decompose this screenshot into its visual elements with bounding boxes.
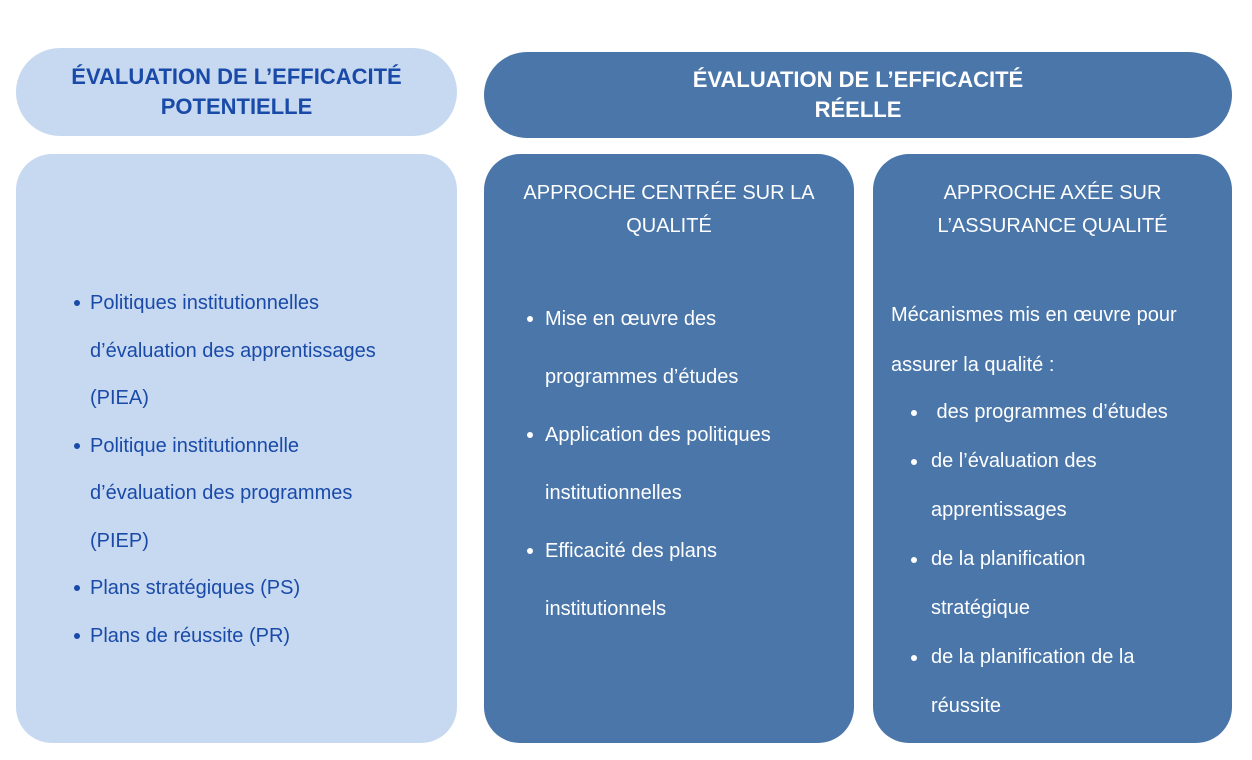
list-item-text: d’évaluation des apprentissages	[90, 339, 376, 362]
list-item-text: de l’évaluation des	[931, 450, 1097, 472]
list-item	[74, 613, 454, 661]
list-item-text: (PIEA)	[90, 387, 149, 409]
list-item-text: d’évaluation des programmes	[90, 482, 353, 504]
list-item-text: Politiques institutionnelles	[90, 292, 320, 314]
list-item	[911, 437, 1221, 535]
bullet-icon	[911, 655, 917, 661]
list-item	[74, 280, 454, 423]
panel-title-line2: L’ASSURANCE QUALITÉ	[937, 215, 1168, 237]
bullet-icon	[527, 316, 533, 322]
list-item-text: (PIEP)	[90, 529, 149, 552]
quality-list	[527, 290, 837, 638]
header-right-line2: RÉELLE	[814, 97, 902, 122]
bullet-icon	[911, 557, 917, 563]
header-potential-effectiveness	[16, 48, 457, 136]
potential-list	[74, 280, 454, 660]
list-item-text: institutionnels	[545, 598, 667, 620]
list-item-text: institutionnelles	[545, 482, 682, 504]
bullet-icon	[527, 548, 533, 554]
intro-line2: assurer la qualité :	[891, 354, 1055, 376]
panel-title-line2: QUALITÉ	[626, 215, 712, 237]
list-item	[527, 290, 837, 406]
bullet-icon	[74, 443, 80, 449]
panel-title-line1: APPROCHE CENTRÉE SUR LA	[523, 182, 815, 204]
list-item	[527, 522, 837, 638]
bullet-icon	[74, 633, 80, 639]
panel-potential-effectiveness	[16, 154, 457, 743]
panel-title	[873, 177, 1232, 243]
panel-quality-assurance-approach	[873, 154, 1232, 743]
assurance-list	[911, 388, 1221, 731]
list-item-text: Mise en œuvre des	[545, 308, 717, 330]
list-item	[911, 535, 1221, 633]
list-item-text: Plans de réussite (PR)	[90, 624, 291, 647]
list-item	[911, 633, 1221, 731]
list-item-text: Efficacité des plans	[545, 540, 717, 562]
panel-title-line1: APPROCHE AXÉE SUR	[943, 182, 1162, 204]
list-item	[527, 406, 837, 522]
bullet-icon	[74, 585, 80, 591]
header-real-effectiveness	[484, 52, 1232, 138]
list-item-text: Plans stratégiques (PS)	[90, 577, 301, 599]
list-item-text: Politique institutionnelle	[90, 434, 300, 457]
header-right-line1: ÉVALUATION DE L’EFFICACITÉ	[692, 67, 1024, 92]
header-left-line2: POTENTIELLE	[160, 94, 313, 119]
list-item	[74, 565, 454, 613]
list-item-text: réussite	[931, 695, 1002, 717]
intro-line1: Mécanismes mis en œuvre pour	[891, 304, 1177, 326]
list-item-text: programmes d’études	[545, 366, 739, 388]
list-item	[74, 423, 454, 566]
list-item-text: des programmes d’études	[931, 401, 1168, 423]
header-left-line1: ÉVALUATION DE L’EFFICACITÉ	[71, 64, 402, 89]
list-item-text: de la planification	[931, 548, 1086, 570]
bullet-icon	[911, 459, 917, 465]
bullet-icon	[911, 410, 917, 416]
list-item-text: de la planification de la	[931, 646, 1135, 668]
list-item-text: stratégique	[931, 597, 1030, 619]
bullet-icon	[74, 300, 80, 306]
intro-text	[891, 290, 1226, 390]
list-item-text: Application des politiques	[545, 424, 771, 446]
panel-title	[484, 177, 854, 243]
list-item-text: apprentissages	[931, 499, 1067, 521]
list-item	[911, 388, 1221, 437]
panel-quality-centered-approach	[484, 154, 854, 743]
bullet-icon	[527, 432, 533, 438]
